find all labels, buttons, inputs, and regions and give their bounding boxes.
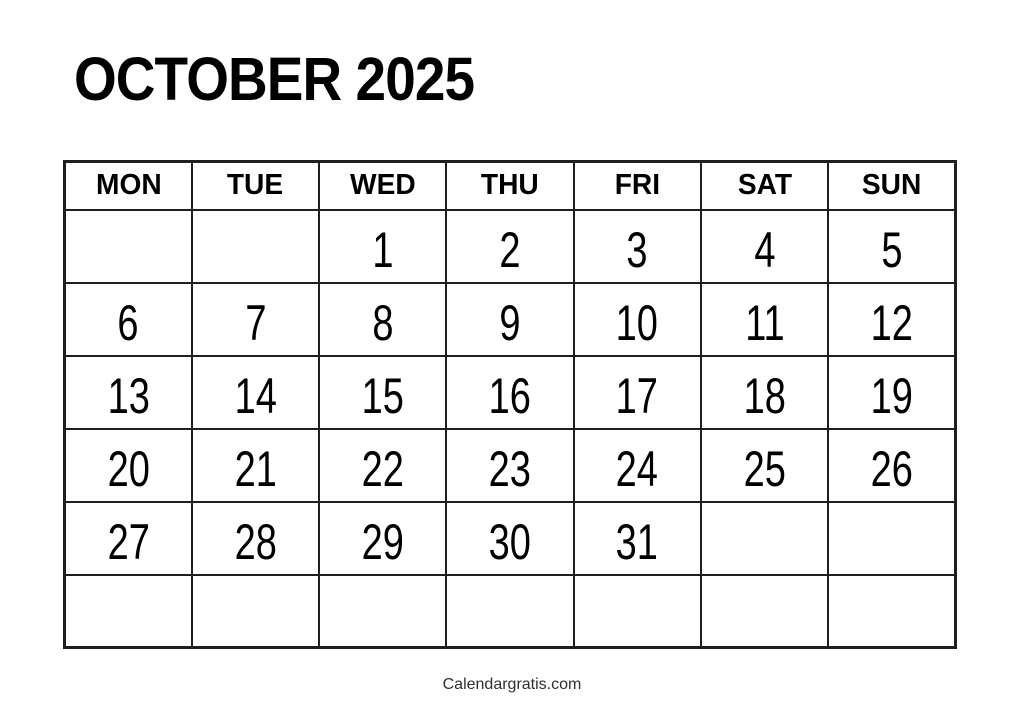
day-cell-12: [828, 283, 955, 356]
day-number: 26: [870, 441, 913, 497]
day-cell-23: [446, 429, 573, 502]
weekday-label: MON: [95, 169, 162, 202]
day-cell-16: [446, 356, 573, 429]
day-cell-empty: [701, 575, 828, 648]
day-number: 31: [616, 514, 659, 570]
day-cell-29: [319, 502, 446, 575]
day-cell-empty: [828, 502, 955, 575]
day-cell-4: [701, 210, 828, 283]
day-cell-6: [65, 283, 192, 356]
day-number: 3: [626, 222, 648, 278]
day-number: 27: [107, 514, 150, 570]
day-cell-19: [828, 356, 955, 429]
day-cell-26: [828, 429, 955, 502]
calendar-title: OCTOBER 2025: [74, 45, 475, 113]
week-row-2: [65, 283, 956, 356]
weekday-row: [65, 162, 956, 210]
day-number: 19: [870, 368, 913, 424]
day-number: 22: [361, 441, 404, 497]
day-cell-28: [192, 502, 319, 575]
day-cell-18: [701, 356, 828, 429]
day-cell-empty: [828, 575, 955, 648]
weekday-label: FRI: [614, 169, 660, 202]
day-cell-3: [574, 210, 701, 283]
day-cell-empty: [319, 575, 446, 648]
day-number: 8: [372, 295, 394, 351]
day-number: 15: [361, 368, 404, 424]
day-cell-15: [319, 356, 446, 429]
weekday-header-thu: [446, 162, 573, 210]
weekday-label: SUN: [861, 169, 922, 202]
day-cell-14: [192, 356, 319, 429]
day-number: 1: [372, 222, 394, 278]
weekday-header-row: [65, 162, 956, 210]
day-number: 12: [870, 295, 913, 351]
day-cell-empty: [574, 575, 701, 648]
day-cell-13: [65, 356, 192, 429]
week-row-6: [65, 575, 956, 648]
day-number: 14: [234, 368, 277, 424]
day-cell-empty: [192, 575, 319, 648]
day-cell-21: [192, 429, 319, 502]
weekday-header-sun: [828, 162, 955, 210]
week-row-5: [65, 502, 956, 575]
day-number: 28: [234, 514, 277, 570]
day-cell-8: [319, 283, 446, 356]
day-number: 24: [616, 441, 659, 497]
day-cell-17: [574, 356, 701, 429]
day-number: 20: [107, 441, 150, 497]
weekday-header-tue: [192, 162, 319, 210]
day-number: 17: [616, 368, 659, 424]
day-number: 2: [499, 222, 521, 278]
weekday-header-wed: [319, 162, 446, 210]
weekday-header-mon: [65, 162, 192, 210]
day-cell-5: [828, 210, 955, 283]
calendar-body: [65, 210, 956, 648]
weekday-header-fri: [574, 162, 701, 210]
day-number: 18: [743, 368, 786, 424]
day-cell-30: [446, 502, 573, 575]
weekday-label: SAT: [737, 169, 792, 202]
day-cell-11: [701, 283, 828, 356]
day-number: 30: [488, 514, 532, 570]
day-cell-7: [192, 283, 319, 356]
day-cell-empty: [65, 575, 192, 648]
day-cell-empty: [446, 575, 573, 648]
calendar-table: [63, 160, 957, 649]
day-number: 13: [107, 368, 150, 424]
day-cell-empty: [701, 502, 828, 575]
day-cell-2: [446, 210, 573, 283]
day-cell-24: [574, 429, 701, 502]
weekday-label: TUE: [227, 169, 284, 202]
day-cell-empty: [192, 210, 319, 283]
day-cell-9: [446, 283, 573, 356]
day-cell-10: [574, 283, 701, 356]
day-cell-27: [65, 502, 192, 575]
week-row-3: [65, 356, 956, 429]
weekday-label: WED: [349, 169, 416, 202]
day-number: 5: [881, 222, 903, 278]
weekday-header-sat: [701, 162, 828, 210]
day-number: 9: [499, 295, 521, 351]
day-number: 29: [361, 514, 404, 570]
weekday-label: THU: [481, 169, 539, 202]
day-cell-25: [701, 429, 828, 502]
day-cell-1: [319, 210, 446, 283]
week-row-1: [65, 210, 956, 283]
day-cell-empty: [65, 210, 192, 283]
week-row-4: [65, 429, 956, 502]
day-number: 11: [744, 295, 785, 351]
day-cell-20: [65, 429, 192, 502]
day-number: 23: [488, 441, 532, 497]
day-number: 7: [244, 295, 266, 351]
day-number: 4: [753, 222, 776, 278]
day-number: 6: [117, 295, 139, 351]
day-number: 21: [234, 441, 277, 497]
site-credit: Calendargratis.com: [442, 676, 582, 693]
day-number: 10: [616, 295, 659, 351]
day-cell-22: [319, 429, 446, 502]
day-number: 25: [743, 441, 786, 497]
day-cell-31: [574, 502, 701, 575]
day-number: 16: [488, 368, 532, 424]
